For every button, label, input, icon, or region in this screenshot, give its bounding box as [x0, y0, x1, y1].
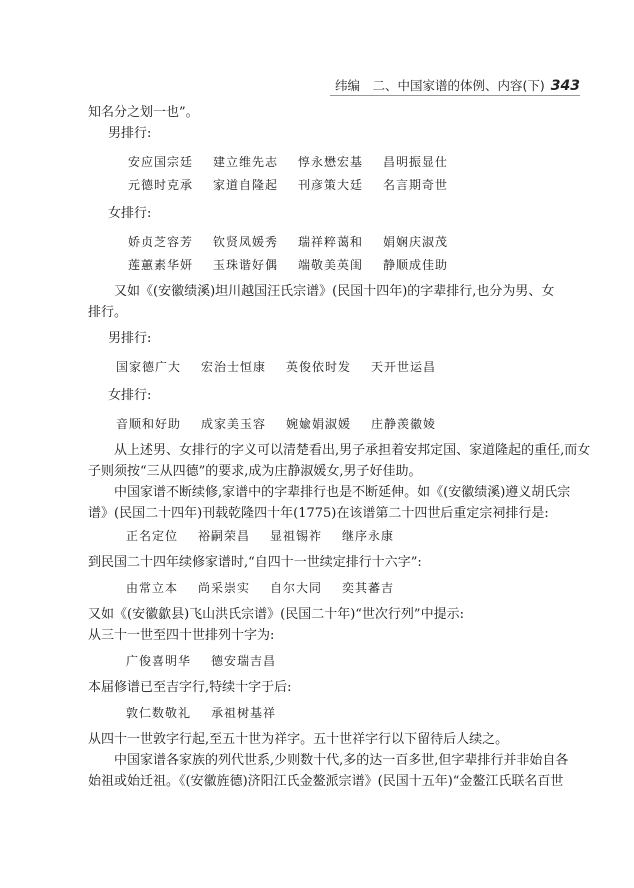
generation-row: [88, 580, 588, 597]
paragraph-line: 从四十一世敦字行起,至五十世为祥字。五十世祥字行以下留待后人续之。: [88, 732, 509, 747]
generation-group: 国家德广大: [116, 360, 182, 374]
generation-group: 端敬美英闺: [298, 258, 364, 272]
generation-group: 天开世运昌: [371, 360, 437, 374]
generation-group: 广俊喜明华: [126, 654, 192, 668]
generation-group: 惇永懋宏基: [298, 155, 364, 169]
generation-group: 奕其蕃吉: [342, 581, 395, 595]
generation-group: 宏治士恒康: [201, 360, 267, 374]
paragraph-line: 子则须按“三从四德”的要求,成为庄静淑媛女,男子好佳助。: [88, 464, 422, 479]
generation-group: 元德时克承: [128, 178, 194, 192]
generation-row: [88, 528, 588, 545]
male-generation-row: [88, 177, 588, 194]
paragraph-line: 中国家谱各家族的列代世系,少则数十代,多的达一百多世,但字辈排行并非始自各: [114, 753, 569, 768]
generation-group: 家道自隆起: [213, 178, 279, 192]
paragraph-line: 从上述男、女排行的字义可以清楚看出,男子承担着安邦定国、家道隆起的重任,而女: [114, 443, 591, 458]
male-generation-row: [88, 154, 588, 171]
female-generation-row: [88, 234, 588, 251]
generation-group: 成家美玉容: [201, 417, 267, 431]
generation-group: 英俊依时发: [286, 360, 352, 374]
male-generation-row: [88, 359, 588, 376]
generation-group: 正名定位: [126, 529, 179, 543]
generation-group: 昌明振显仕: [383, 155, 449, 169]
paragraph-line: 本届修谱已至吉字行,特续十字于后:: [88, 680, 292, 695]
male-ranking-label: 男排行:: [108, 126, 152, 141]
paragraph-line: 到民国二十四年续修家谱时,“自四十一世续定排行十六字”:: [88, 555, 422, 570]
paragraph-line: 排行。: [88, 305, 128, 320]
generation-group: 尚采崇实: [198, 581, 251, 595]
paragraph-line: 中国家谱不断续修,家谱中的字辈排行也是不断延伸。如《(安徽绩溪)遵义胡氏宗: [114, 485, 571, 500]
generation-group: 显祖锡祚: [270, 529, 323, 543]
generation-group: 安应国宗廷: [128, 155, 194, 169]
male-ranking-label: 男排行:: [108, 331, 152, 346]
paragraph-line: 谱》(民国二十四年)刊载乾隆四十年(1775)在该谱第二十四世后重定宗祠排行是:: [88, 506, 549, 521]
header-rule: [330, 95, 580, 96]
paragraph-continuation: 知名分之划一也”。: [88, 105, 199, 120]
page-number: 343: [550, 78, 580, 94]
generation-group: 刊彦策大廷: [298, 178, 364, 192]
generation-group: 莲蕙素华妍: [128, 258, 194, 272]
generation-row: [88, 653, 588, 670]
running-header: [0, 76, 580, 94]
generation-group: 德安瑞吉昌: [211, 654, 277, 668]
generation-group: 庄静羡徽婈: [371, 417, 437, 431]
female-ranking-label: 女排行:: [108, 388, 152, 403]
page-body: [88, 100, 591, 790]
paragraph-line: 从三十一世至四十世排列十字为:: [88, 628, 275, 643]
generation-group: 自尔大同: [270, 581, 323, 595]
header-title: 纬编 二、中国家谱的体例、内容(下): [335, 78, 545, 93]
female-generation-row: [88, 416, 588, 433]
paragraph-line: 始祖或始迁祖。《(安徽旌德)济阳江氏金鳌派宗谱》(民国十五年)“金鳌江氏联名百世: [88, 774, 564, 789]
generation-group: 玉珠谐好偶: [213, 258, 279, 272]
generation-group: 瑞祥粹蔼和: [298, 235, 364, 249]
generation-group: 静顺成佳助: [383, 258, 449, 272]
generation-group: 娟娴庆淑茂: [383, 235, 449, 249]
female-ranking-label: 女排行:: [108, 206, 152, 221]
generation-group: 继序永康: [342, 529, 395, 543]
generation-group: 建立维先志: [213, 155, 279, 169]
generation-group: 娇贞芝容芳: [128, 235, 194, 249]
generation-group: 音顺和好助: [116, 417, 182, 431]
female-generation-row: [88, 257, 588, 274]
generation-group: 敦仁数敬礼: [126, 706, 192, 720]
generation-group: 承祖树基祥: [211, 706, 277, 720]
paragraph-line: 又如《(安徽绩溪)坦川越国汪氏宗谱》(民国十四年)的字辈排行,也分为男、女: [114, 284, 555, 299]
generation-group: 名言期奇世: [383, 178, 449, 192]
generation-group: 由常立本: [126, 581, 179, 595]
generation-group: 婉婾娟淑媛: [286, 417, 352, 431]
generation-group: 裕嗣荣昌: [198, 529, 251, 543]
paragraph-line: 又如《(安徽歙县)飞山洪氏宗谱》(民国二十年)“世次行列”中提示:: [88, 607, 464, 622]
generation-group: 钦贤凤媛秀: [213, 235, 279, 249]
generation-row: [88, 705, 588, 722]
